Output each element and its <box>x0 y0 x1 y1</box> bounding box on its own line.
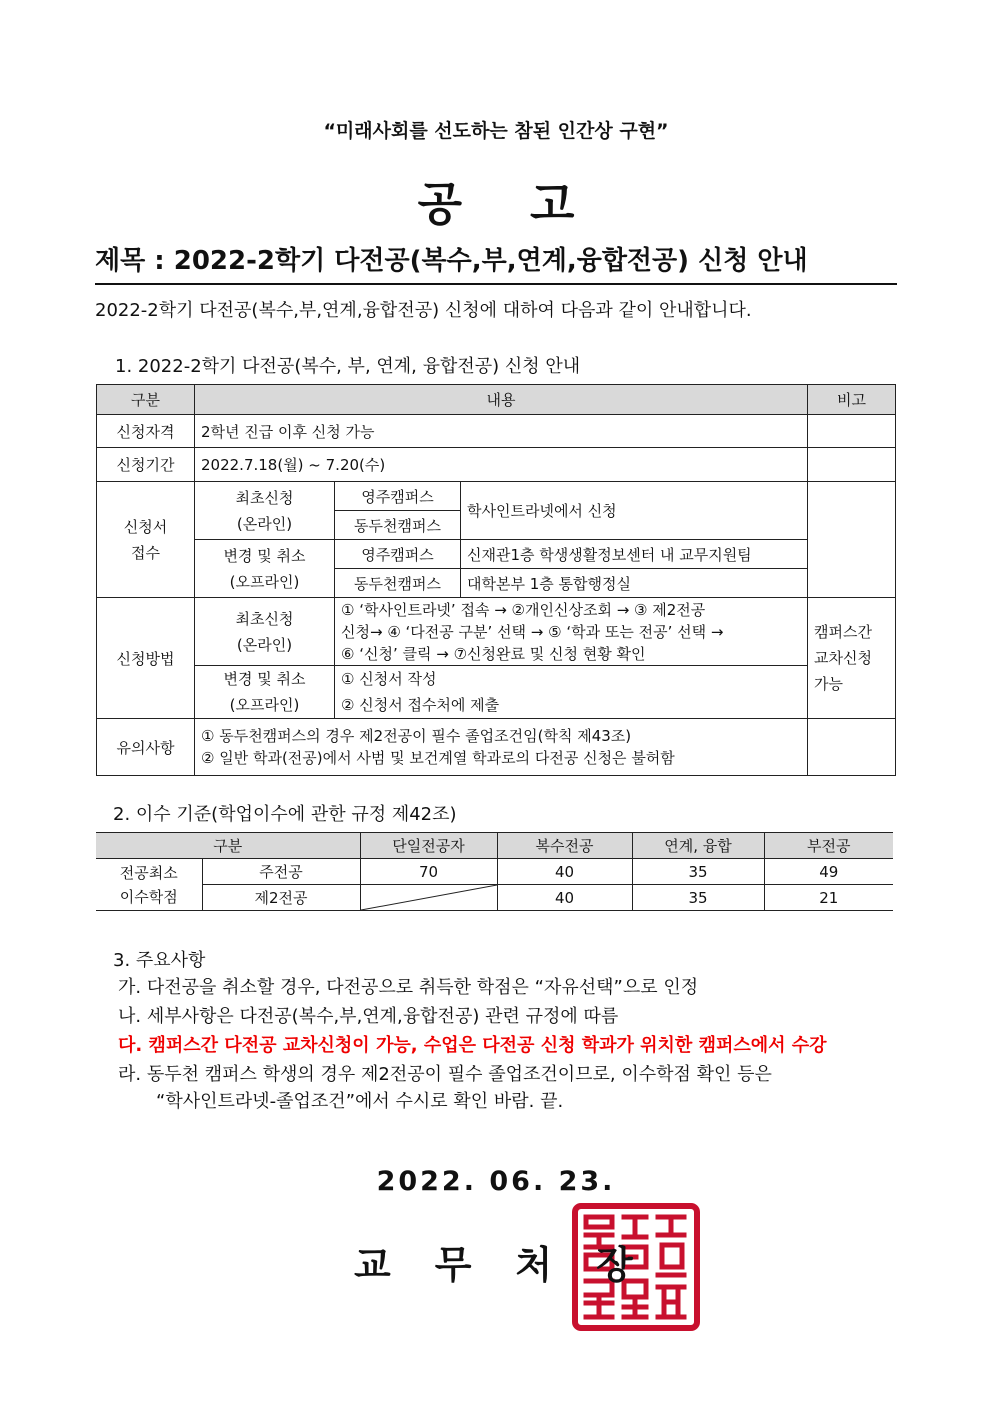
method-label: 신청방법 <box>97 598 195 719</box>
credit-cell: 21 <box>764 885 893 911</box>
credit-cell: 35 <box>632 885 764 911</box>
empty-slash-cell <box>360 885 497 911</box>
credit-table <box>96 832 893 911</box>
header-content: 내용 <box>195 385 808 415</box>
eligibility-label: 신청자격 <box>97 415 195 448</box>
note-d-cont: “학사인트라넷-졸업조건”에서 수시로 확인 바람. 끝. <box>156 1091 564 1112</box>
credit-header-double: 복수전공 <box>497 833 632 859</box>
method-online-steps: ① ‘학사인트라넷’ 접속 → ②개인신상조회 → ③ 제2전공 신청→ ④ ‘다전공 구분’ 선택 → ⑤ ‘학과 또는 전공’ 선택 → ⑥ ‘신청’ 클릭 → ⑦신청완료 및 신청 현황 확인 <box>335 598 808 666</box>
dongducheon-office: 대학본부 1층 통합행정실 <box>461 569 808 598</box>
issuer-signature: 교무처장 <box>354 1243 677 1287</box>
notice-title: 공고 <box>417 177 643 231</box>
method-offline-label: 변경 및 취소 (오프라인) <box>195 666 335 719</box>
note-d: 라. 동두천 캠퍼스 학생의 경우 제2전공이 필수 졸업조건이므로, 이수학점 확인 등은 <box>118 1064 772 1085</box>
campus-dongducheon: 동두천캠퍼스 <box>335 511 461 540</box>
table-row: 제2전공 <box>202 885 360 911</box>
period-label: 신청기간 <box>97 448 195 482</box>
credit-cell: 70 <box>360 859 497 885</box>
header-remarks: 비고 <box>808 385 896 415</box>
eligibility-value: 2학년 진급 이후 신청 가능 <box>195 415 808 448</box>
header-category: 구분 <box>97 385 195 415</box>
note-b: 나. 세부사항은 다전공(복수,부,연계,융합전공) 관련 규정에 따름 <box>118 1006 619 1027</box>
section3-title: 3. 주요사항 <box>113 950 206 971</box>
credit-row-group: 전공최소 이수학점 <box>96 859 202 911</box>
table-row: 주전공 <box>202 859 360 885</box>
online-place: 학사인트라넷에서 신청 <box>461 482 808 540</box>
credit-cell: 49 <box>764 859 893 885</box>
credit-header-category: 구분 <box>96 833 360 859</box>
application-table <box>96 384 896 776</box>
credit-cell: 40 <box>497 885 632 911</box>
reception-label: 신청서 접수 <box>97 482 195 598</box>
subject-heading: 제목 : 2022-2학기 다전공(복수,부,연계,융합전공) 신청 안내 <box>95 240 897 285</box>
credit-cell: 35 <box>632 859 764 885</box>
change-label: 변경 및 취소 (오프라인) <box>195 540 335 598</box>
credit-header-minor: 부전공 <box>764 833 893 859</box>
section2-title: 2. 이수 기준(학업이수에 관한 규정 제42조) <box>113 804 457 825</box>
issue-date: 2022. 06. 23. <box>376 1166 616 1197</box>
credit-header-linked: 연계, 융합 <box>632 833 764 859</box>
method-online-label: 최초신청 (온라인) <box>195 598 335 666</box>
campus-yeongju-offline: 영주캠퍼스 <box>335 540 461 569</box>
campus-yeongju: 영주캠퍼스 <box>335 482 461 511</box>
credit-header-single: 단일전공자 <box>360 833 497 859</box>
method-remark: 캠퍼스간 교차신청 가능 <box>808 598 896 719</box>
intro-text: 2022-2학기 다전공(복수,부,연계,융합전공) 신청에 대하여 다음과 같이 안내합니다. <box>95 300 752 321</box>
section1-title: 1. 2022-2학기 다전공(복수, 부, 연계, 융합전공) 신청 안내 <box>115 356 581 377</box>
credit-cell: 40 <box>497 859 632 885</box>
initial-label: 최초신청 (온라인) <box>195 482 335 540</box>
caution-text: ① 동두천캠퍼스의 경우 제2전공이 필수 졸업조건임(학칙 제43조) ② 일반 학과(전공)에서 사범 및 보건계열 학과로의 다전공 신청은 불허함 <box>195 719 808 776</box>
slogan: “미래사회를 선도하는 참된 인간상 구현” <box>323 120 669 142</box>
yeongju-office: 신재관1층 학생생활정보센터 내 교무지원팀 <box>461 540 808 569</box>
note-c-highlight: 다. 캠퍼스간 다전공 교차신청이 가능, 수업은 다전공 신청 학과가 위치한 캠퍼스에서 수강 <box>118 1035 827 1056</box>
note-a: 가. 다전공을 취소할 경우, 다전공으로 취득한 학점은 “자유선택”으로 인정 <box>118 977 699 998</box>
campus-dongducheon-offline: 동두천캠퍼스 <box>335 569 461 598</box>
period-value: 2022.7.18(월) ~ 7.20(수) <box>195 448 808 482</box>
caution-label: 유의사항 <box>97 719 195 776</box>
method-offline-steps: ① 신청서 작성 ② 신청서 접수처에 제출 <box>335 666 808 719</box>
